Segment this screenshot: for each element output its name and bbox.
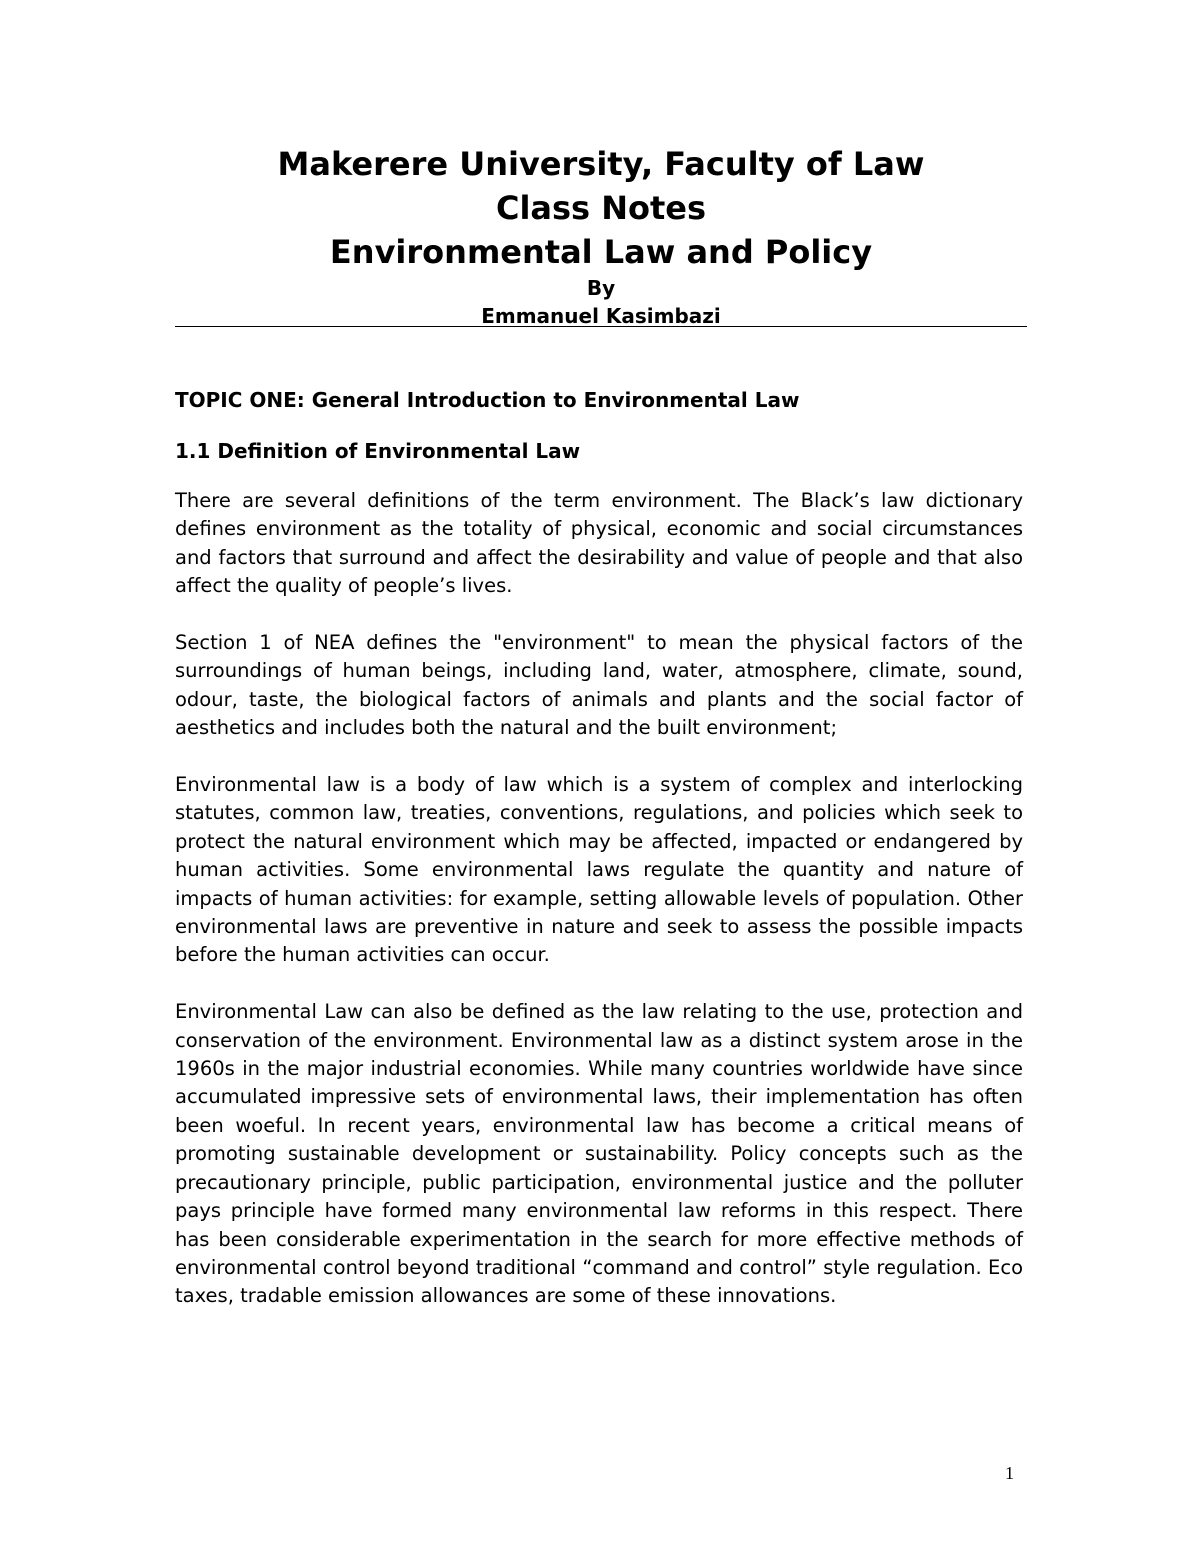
topic-heading: TOPIC ONE: General Introduction to Environmental Law: [175, 388, 800, 412]
document-subtitle: Class Notes: [495, 189, 707, 227]
paragraph: There are several definitions of the term environment. The Black’s law dictionary defines environment as the totality of physical, economic and social circumstances and factors that surround and affect the desirability and value of people and that also affect the quality of people’s lives.: [175, 489, 1023, 598]
section-heading: 1.1 Definition of Environmental Law: [175, 439, 581, 463]
paragraph: Environmental law is a body of law which is a system of complex and interlocking statutes, common law, treaties, conventions, regulations, and policies which seek to protect the natural environment which may be affected, impacted or endangered by human activities. Some environmental laws regulate the quantity and nature of impacts of human activities: for example, setting allowable levels of population. Other environmental laws are preventive in nature and seek to assess the possible impacts before the human activities can occur.: [175, 773, 1023, 967]
header-divider: [175, 326, 1027, 327]
paragraph: Section 1 of NEA defines the "environment" to mean the physical factors of the surroundings of human beings, including land, water, atmosphere, climate, sound, odour, taste, the biological factors of animals and plants and the social factor of aesthetics and includes both the natural and the built environment;: [175, 631, 1023, 740]
page-number: 1: [1005, 1463, 1014, 1483]
author-name: Emmanuel Kasimbazi: [481, 304, 721, 328]
by-label: By: [586, 276, 616, 300]
document-title: Makerere University, Faculty of Law: [277, 145, 925, 183]
title-block: [175, 142, 1027, 330]
course-title: Environmental Law and Policy: [329, 233, 873, 271]
main-content: [175, 386, 1023, 1339]
paragraph: Environmental Law can also be defined as the law relating to the use, protection and conservation of the environment. Environmental law as a distinct system arose in the 1960s in the major industrial economies. While many countries worldwide have since accumulated impressive sets of environmental laws, their implementation has often been woeful. In recent years, environmental law has become a critical means of promoting sustainable development or sustainability. Policy concepts such as the precautionary principle, public participation, environmental justice and the polluter pays principle have formed many environmental law reforms in this respect. There has been considerable experimentation in the search for more effective methods of environmental control beyond traditional “command and control” style regulation. Eco taxes, tradable emission allowances are some of these innovations.: [175, 1000, 1023, 1308]
